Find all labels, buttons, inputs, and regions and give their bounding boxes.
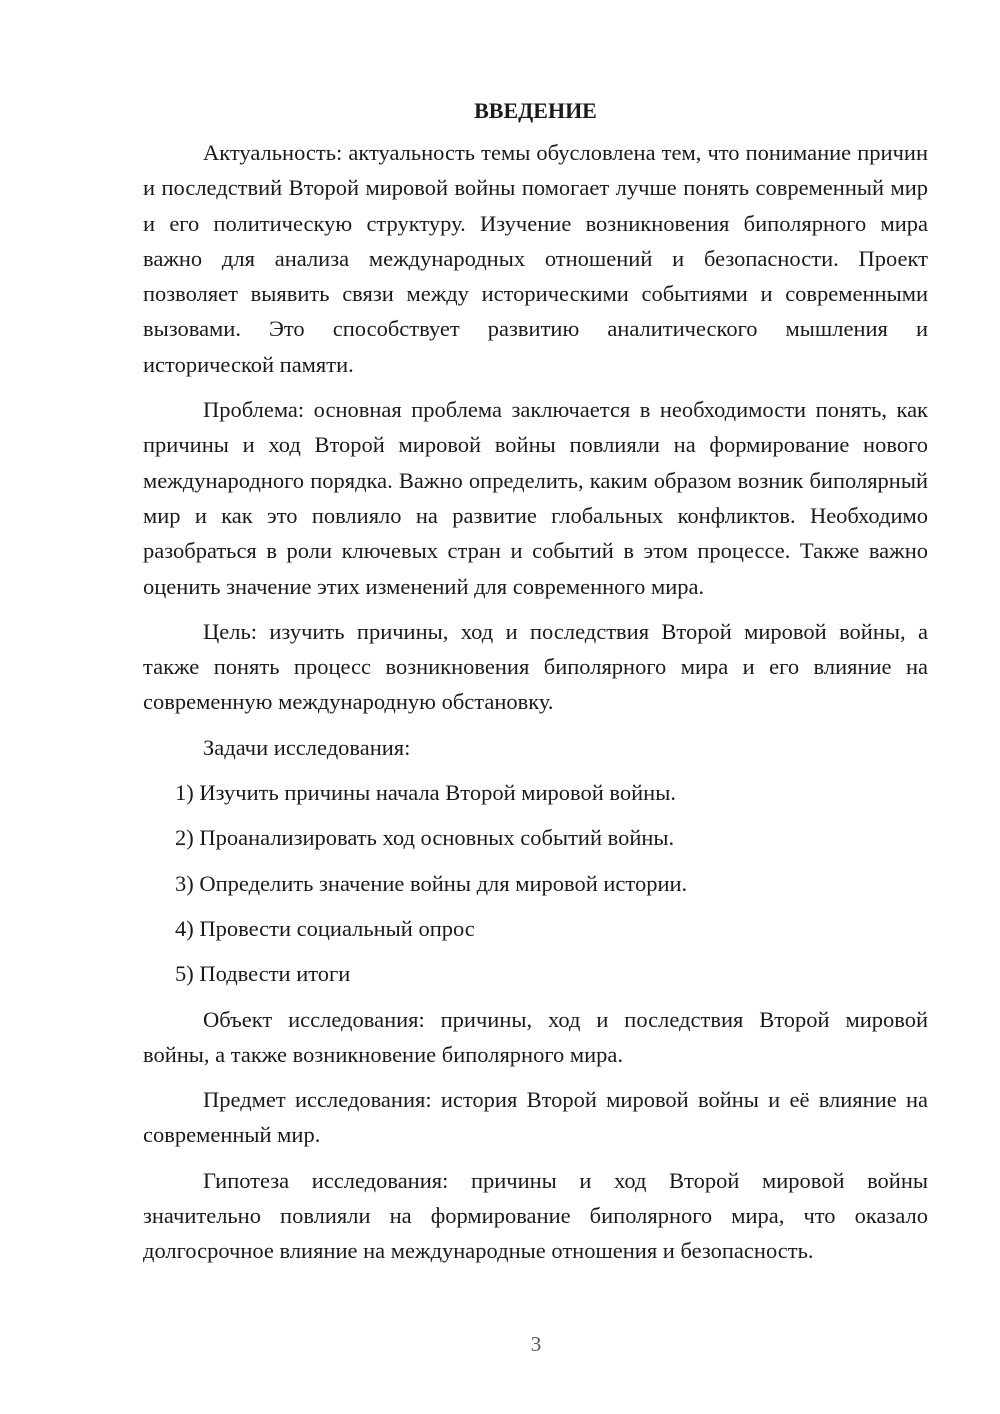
- paragraph-object: Объект исследования: причины, ход и последствия Второй мировой войны, а также возникновение биполярного мира.: [143, 1006, 928, 1067]
- paragraph-hypothesis: Гипотеза исследования: причины и ход Второй мировой войны значительно повлияли на формирование биполярного мира, что оказало долгосрочное влияние на международные отношения и безопасность.: [143, 1167, 928, 1264]
- task-item: 4) Провести социальный опрос: [175, 915, 475, 941]
- paragraph-problem: Проблема: основная проблема заключается в необходимости понять, как причины и ход Второй мировой войны повлияли на формирование нового международного порядка. Важно определить, каким образом возник биполярный мир и как это повлияло на развитие глобальных конфликтов. Необходимо разобраться в роли ключевых стран и событий в этом процессе. Также важно оценить значение этих изменений для современного мира.: [143, 397, 928, 599]
- page-title: ВВЕДЕНИЕ: [474, 98, 597, 123]
- page-number: 3: [530, 1332, 542, 1356]
- task-item: 1) Изучить причины начала Второй мировой войны.: [175, 780, 676, 806]
- task-item: 2) Проанализировать ход основных событий войны.: [175, 825, 675, 851]
- tasks-heading: Задачи исследования:: [203, 734, 411, 760]
- task-item: 5) Подвести итоги: [175, 961, 351, 987]
- task-item: 3) Определить значение войны для мировой истории.: [175, 870, 688, 896]
- paragraph-subject: Предмет исследования: история Второй мировой войны и её влияние на современный мир.: [143, 1087, 928, 1148]
- paragraph-relevance: Актуальность: актуальность темы обусловлена тем, что понимание причин и последствий Второй мировой войны помогает лучше понять современный мир и его политическую структуру. Изучение возникновения биполярного мира важно для анализа международных отношений и безопасности. Проект позволяет выявить связи между историческими событиями и современными вызовами. Это способствует развитию аналитического мышления и исторической памяти.: [143, 140, 928, 377]
- paragraph-goal: Цель: изучить причины, ход и последствия Второй мировой войны, а также понять процесс возникновения биполярного мира и его влияние на современную международную обстановку.: [143, 618, 928, 715]
- task-list: [143, 775, 928, 991]
- page-content: [143, 93, 928, 1279]
